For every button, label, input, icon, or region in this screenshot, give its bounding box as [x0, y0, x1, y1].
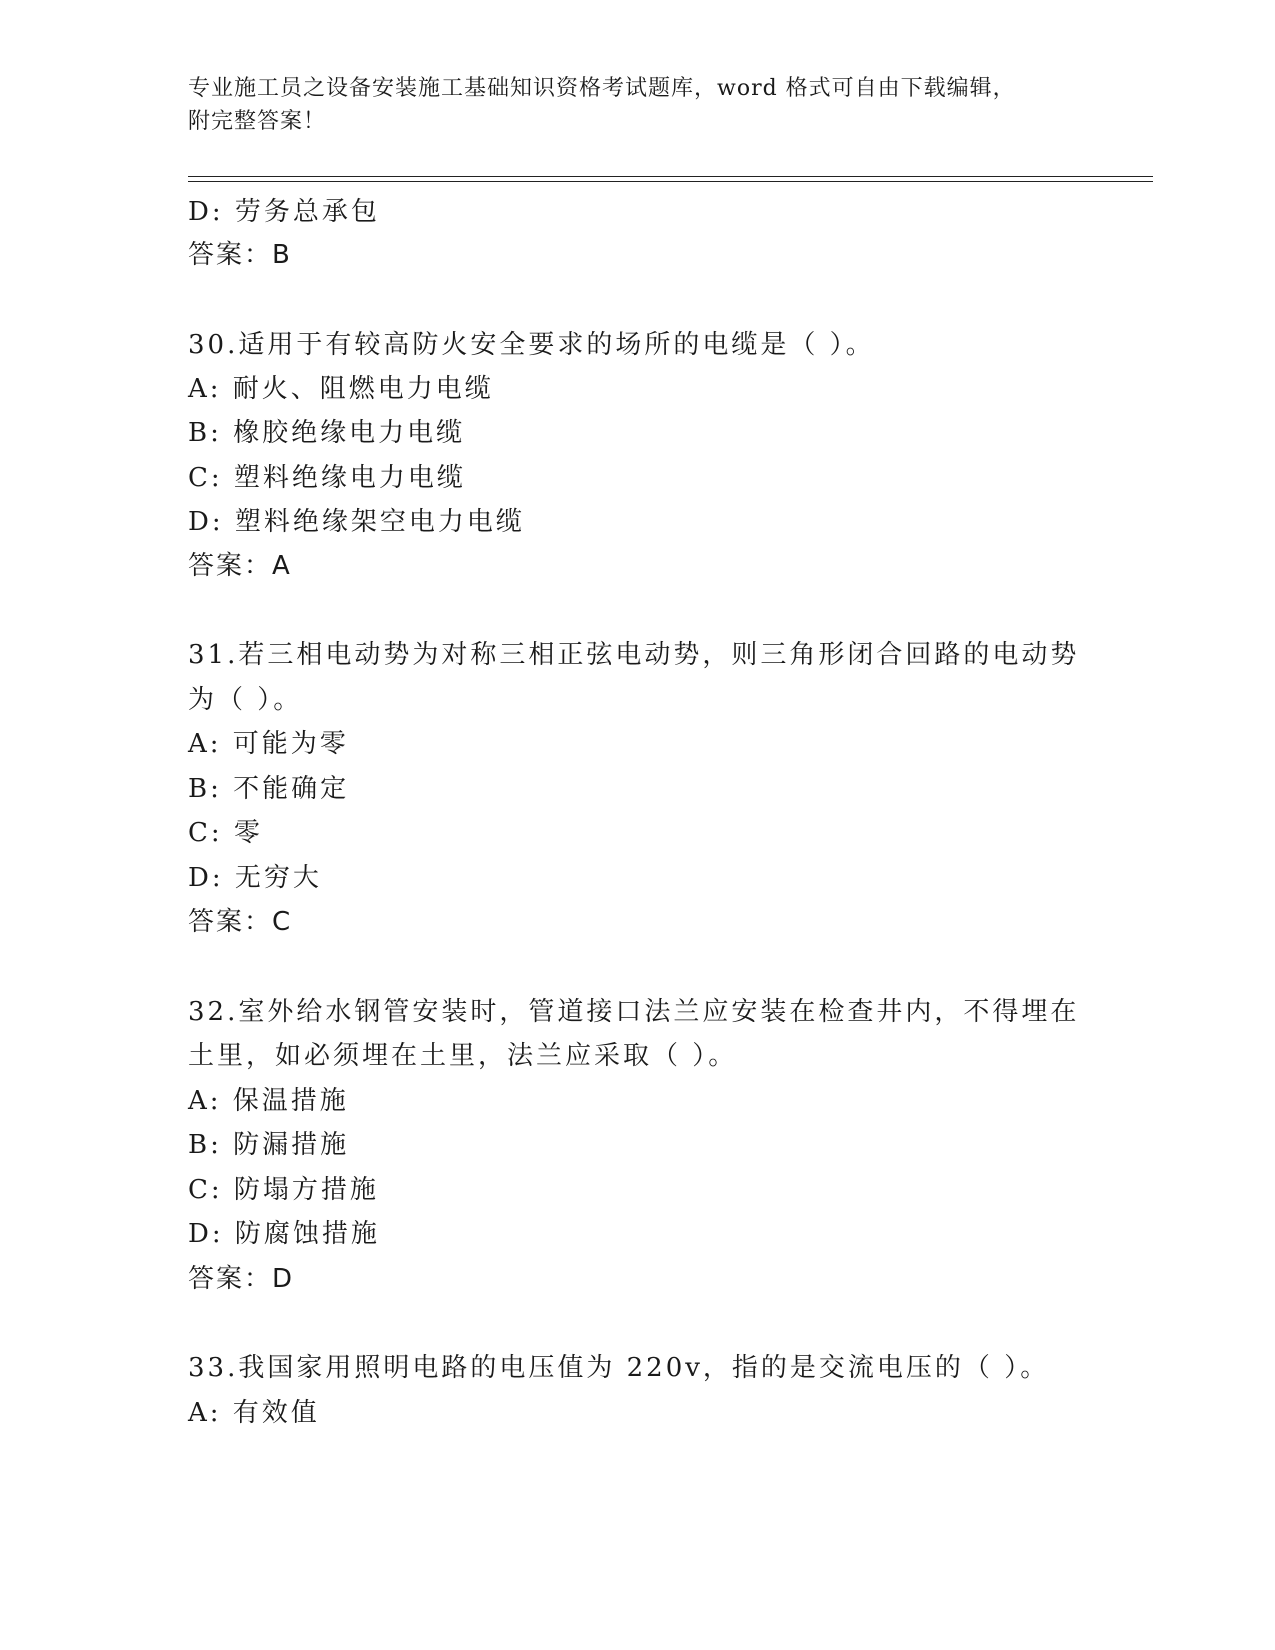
document-header: [188, 72, 1088, 138]
q30-option-d: D: 塑料绝缘架空电力电缆: [188, 507, 525, 537]
q31-option-d: D: 无穷大: [188, 863, 322, 893]
q32-option-d: D: 防腐蚀措施: [188, 1219, 380, 1249]
q30-option-a: A: 耐火、阻燃电力电缆: [188, 374, 494, 404]
header-divider-bottom: [188, 181, 1153, 182]
q32-question-line-2: 土里，如必须埋在土里，法兰应采取（ ）。: [188, 1041, 738, 1071]
prev-option-d: D: 劳务总承包: [188, 197, 380, 227]
q32-option-b: B: 防漏措施: [188, 1130, 350, 1160]
q31-option-a: A: 可能为零: [188, 729, 349, 759]
q32-option-a: A: 保温措施: [188, 1086, 349, 1116]
q33-question: 33.我国家用照明电路的电压值为 220v，指的是交流电压的（ ）。: [188, 1353, 1050, 1383]
q30-option-b: B: 橡胶绝缘电力电缆: [188, 418, 466, 448]
q32-option-c: C: 防塌方措施: [188, 1175, 379, 1205]
header-line-2: 附完整答案！: [188, 109, 327, 134]
header-line-1: 专业施工员之设备安装施工基础知识资格考试题库，word 格式可自由下载编辑，: [188, 76, 1016, 101]
q31-question-line-1: 31.若三相电动势为对称三相正弦电动势，则三角形闭合回路的电动势: [188, 640, 1080, 670]
q31-question-line-2: 为（ ）。: [188, 685, 303, 715]
q31-answer: 答案：C: [188, 907, 293, 937]
q30-option-c: C: 塑料绝缘电力电缆: [188, 463, 466, 493]
q32-answer: 答案：D: [188, 1264, 295, 1294]
q30-answer: 答案：A: [188, 551, 292, 581]
q33-option-a: A: 有效值: [188, 1398, 320, 1428]
q30-question: 30.适用于有较高防火安全要求的场所的电缆是（ ）。: [188, 330, 875, 360]
prev-answer: 答案：B: [188, 240, 292, 270]
header-divider-top: [188, 176, 1153, 177]
q31-option-b: B: 不能确定: [188, 774, 350, 804]
q32-question-line-1: 32.室外给水钢管安装时，管道接口法兰应安装在检查井内，不得埋在: [188, 997, 1080, 1027]
q31-option-c: C: 零: [188, 818, 263, 848]
